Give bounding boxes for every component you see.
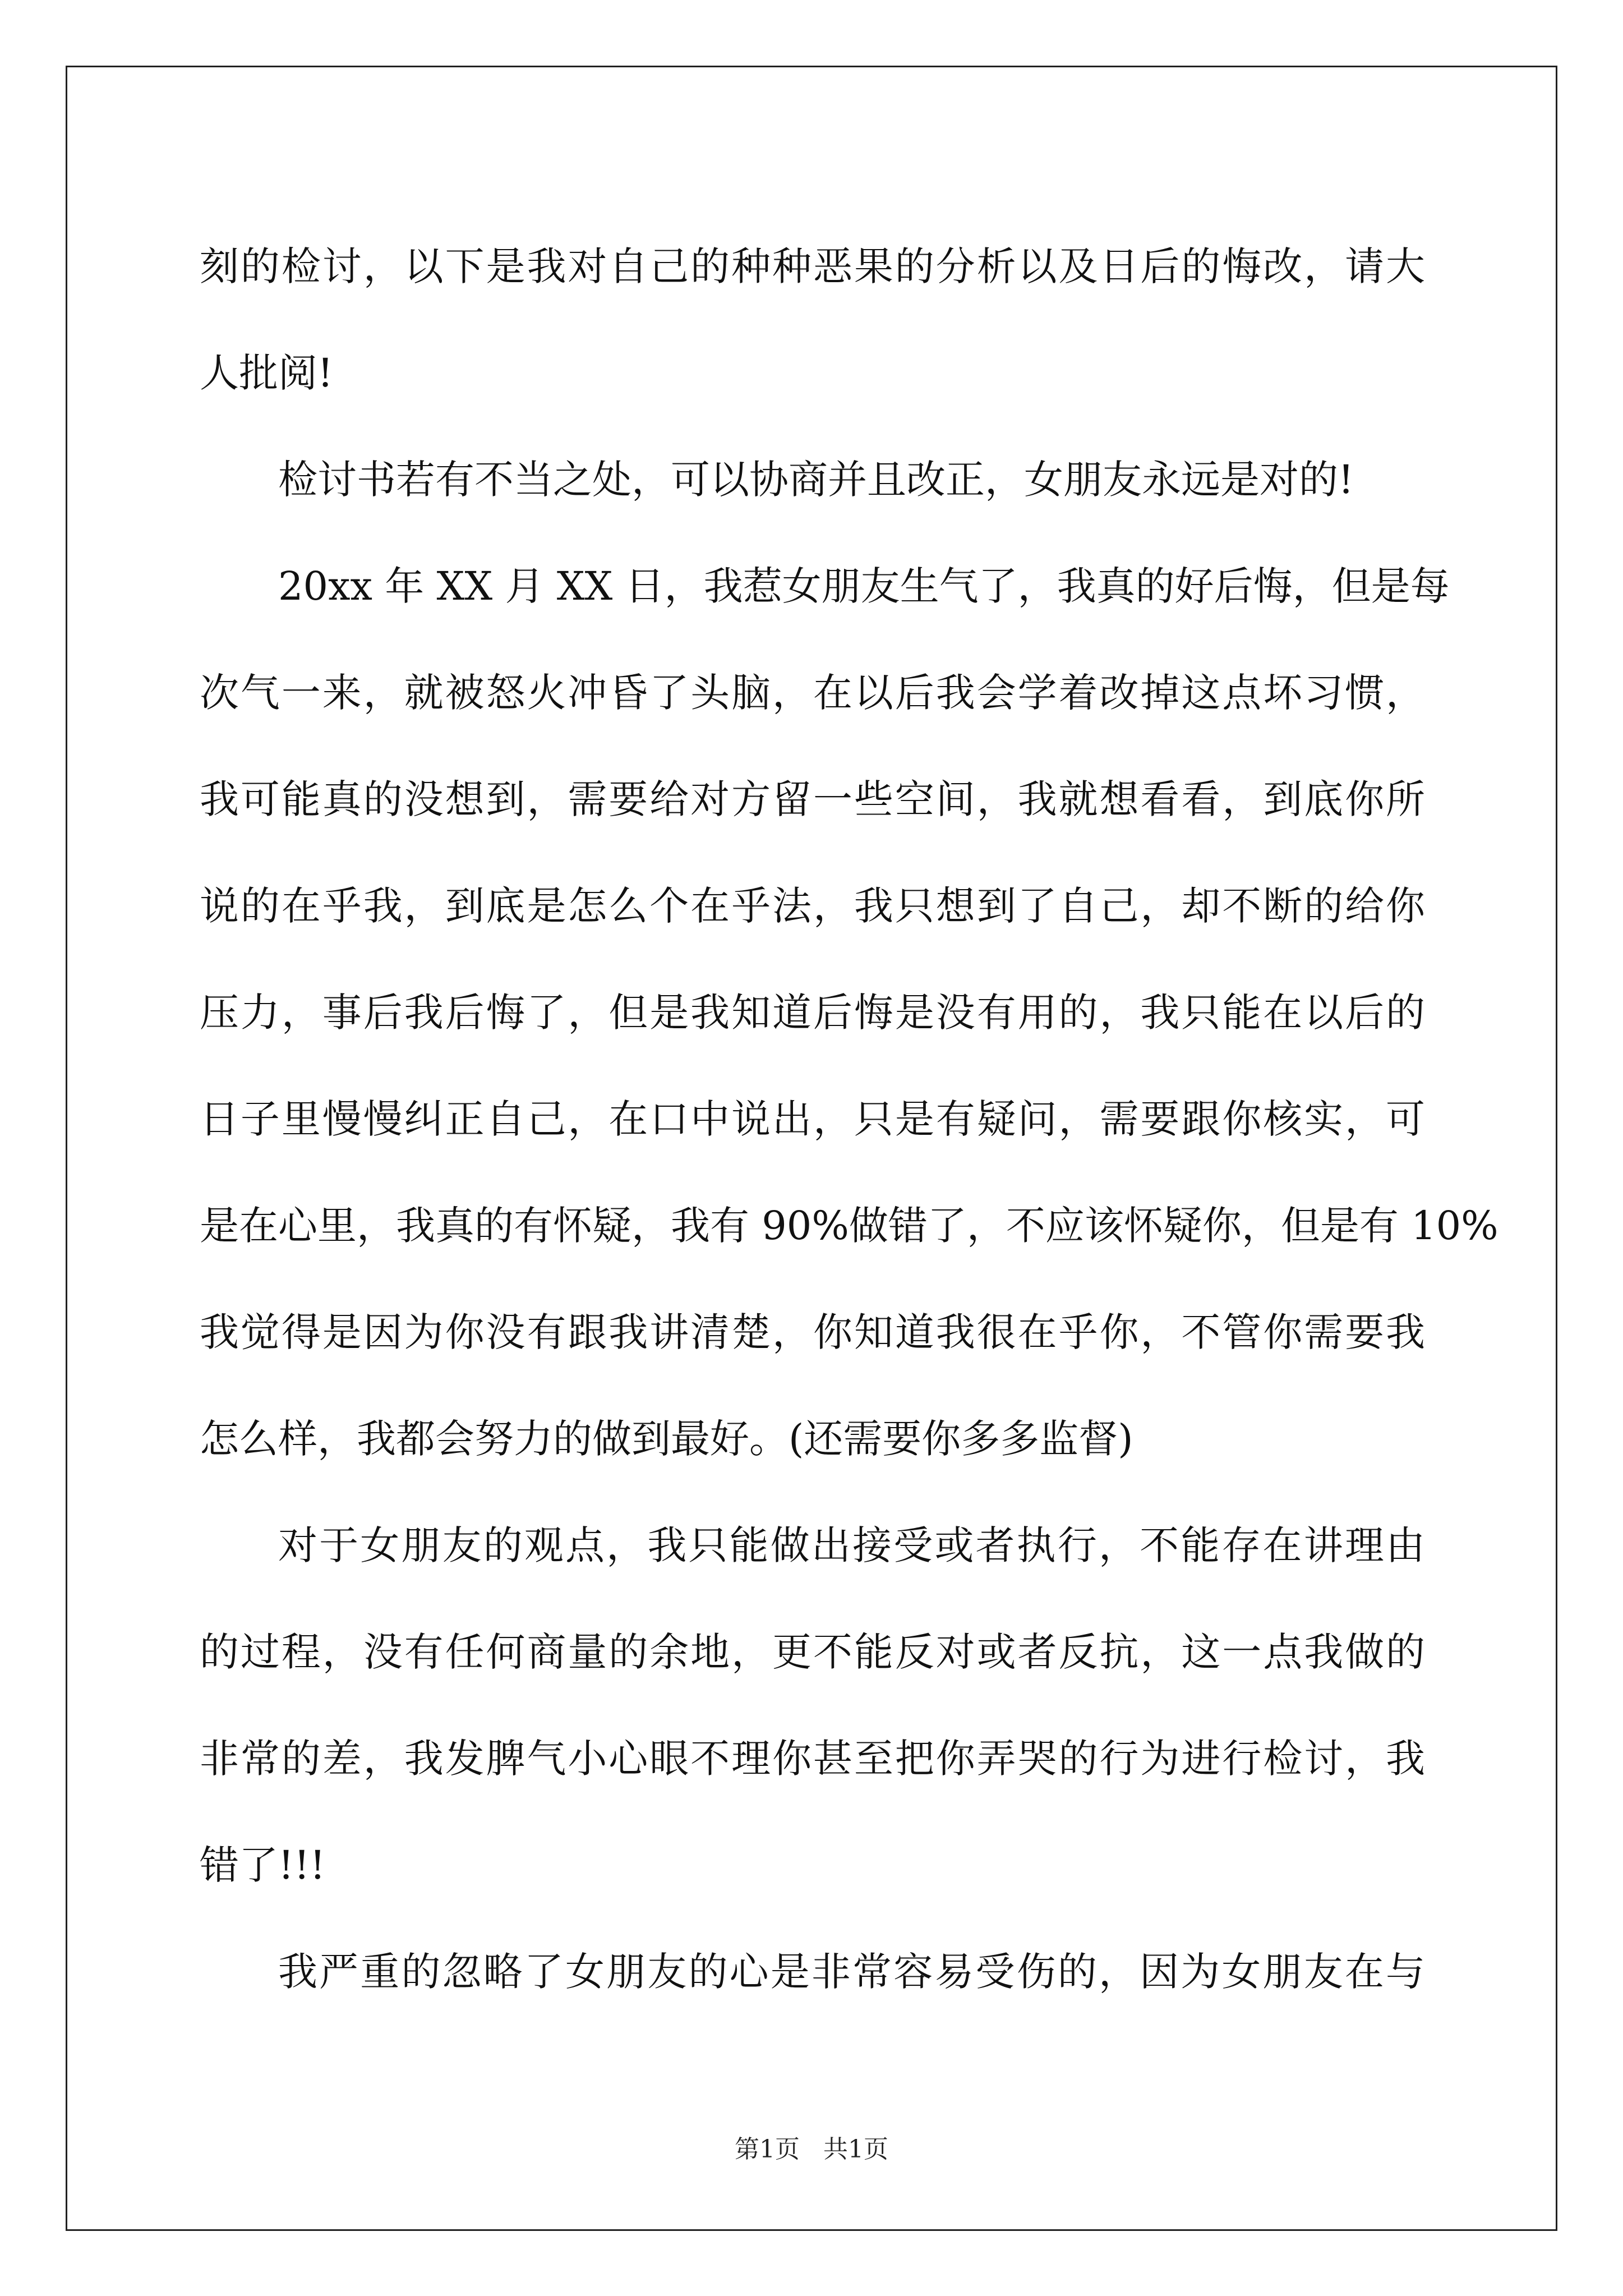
text-line: 刻的检讨，以下是我对自己的种种恶果的分析以及日后的悔改，请大 — [200, 243, 1425, 289]
text-line: 怎么样，我都会努力的做到最好。(还需要你多多监督) — [200, 1416, 1133, 1462]
text-line: 是在心里，我真的有怀疑，我有 90%做错了，不应该怀疑你，但是有 10% — [200, 1203, 1498, 1249]
text-line: 人批阅! — [200, 350, 334, 396]
text-line: 错了!!! — [200, 1842, 326, 1888]
text-line: 对于女朋友的观点，我只能做出接受或者执行，不能存在讲理由 — [278, 1522, 1425, 1568]
text-line: 日子里慢慢纠正自己，在口中说出，只是有疑问，需要跟你核实，可 — [200, 1096, 1425, 1142]
text-line: 非常的差，我发脾气小心眼不理你甚至把你弄哭的行为进行检讨，我 — [200, 1736, 1425, 1782]
text-line: 我严重的忽略了女朋友的心是非常容易受伤的，因为女朋友在与 — [278, 1949, 1425, 1995]
text-line: 检讨书若有不当之处，可以协商并且改正，女朋友永远是对的! — [278, 457, 1354, 503]
page-footer: 第1页 共1页 — [735, 2135, 888, 2164]
text-line: 的过程，没有任何商量的余地，更不能反对或者反抗，这一点我做的 — [200, 1629, 1425, 1675]
text-line: 次气一来，就被怒火冲昏了头脑，在以后我会学着改掉这点坏习惯， — [200, 670, 1425, 716]
document-body — [200, 213, 1498, 2025]
text-line: 我可能真的没想到，需要给对方留一些空间，我就想看看，到底你所 — [200, 776, 1425, 822]
text-line: 压力，事后我后悔了，但是我知道后悔是没有用的，我只能在以后的 — [200, 990, 1425, 1036]
text-line: 说的在乎我，到底是怎么个在乎法，我只想到了自己，却不断的给你 — [200, 883, 1425, 929]
text-line: 我觉得是因为你没有跟我讲清楚，你知道我很在乎你，不管你需要我 — [200, 1309, 1425, 1355]
text-line: 20xx 年 XX 月 XX 日，我惹女朋友生气了，我真的好后悔，但是每 — [278, 563, 1450, 609]
